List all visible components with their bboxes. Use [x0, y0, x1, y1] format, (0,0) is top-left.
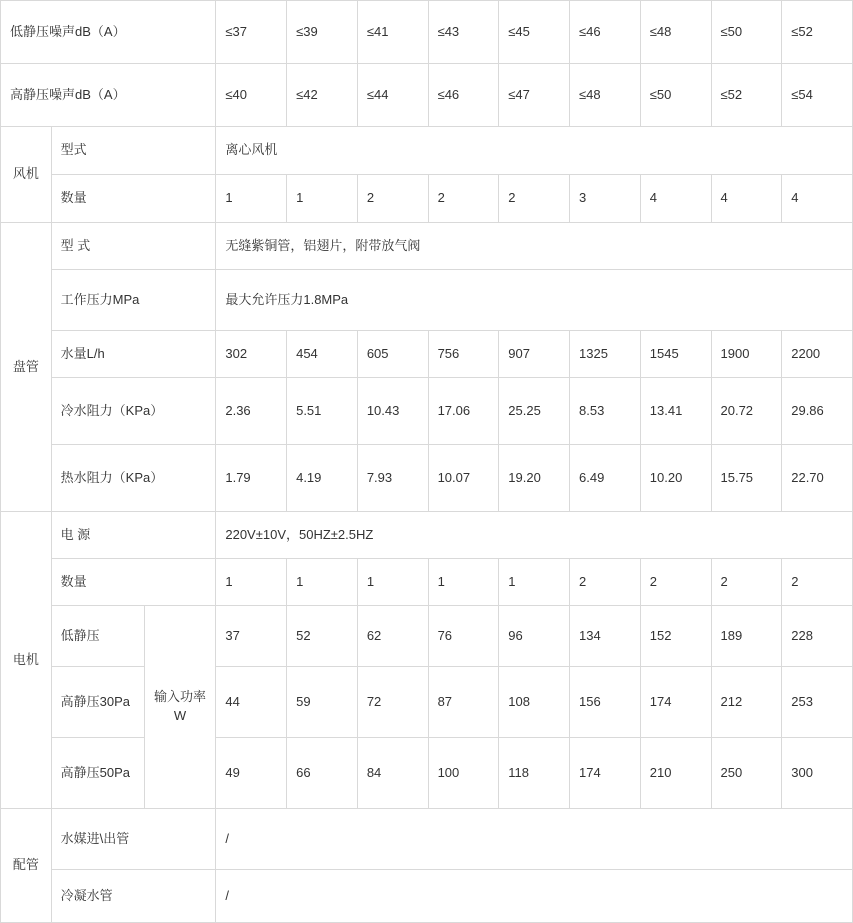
row-label-motor-quantity: 数量 — [51, 559, 216, 606]
cell-value: 605 — [357, 331, 428, 378]
cell-value: 189 — [711, 606, 782, 667]
cell-value: 96 — [499, 606, 570, 667]
cell-value: 6.49 — [570, 445, 641, 512]
cell-value: ≤45 — [499, 1, 570, 64]
cell-value: 1 — [216, 175, 287, 223]
cell-value: 7.93 — [357, 445, 428, 512]
cell-value-merged: / — [216, 809, 853, 870]
cell-value: ≤39 — [287, 1, 358, 64]
cell-value: 228 — [782, 606, 853, 667]
table-row — [1, 512, 853, 559]
cell-value: ≤52 — [782, 1, 853, 64]
cell-value: 87 — [428, 667, 499, 738]
row-label-coil-type: 型 式 — [51, 223, 216, 270]
cell-value: 62 — [357, 606, 428, 667]
table-row — [1, 378, 853, 445]
cell-value: 302 — [216, 331, 287, 378]
cell-value: ≤48 — [640, 1, 711, 64]
cell-value: 1 — [428, 559, 499, 606]
cell-value: 300 — [782, 738, 853, 809]
cell-value: 210 — [640, 738, 711, 809]
cell-value: 174 — [570, 738, 641, 809]
row-label-high-static-noise: 高静压噪声dB（A） — [1, 64, 216, 127]
cell-value: 454 — [287, 331, 358, 378]
table-row — [1, 175, 853, 223]
cell-value: ≤48 — [570, 64, 641, 127]
cell-value: 1325 — [570, 331, 641, 378]
cell-value: 1 — [287, 559, 358, 606]
row-label-pipe-condensate: 冷凝水管 — [51, 870, 216, 923]
row-label-hotwater-resistance: 热水阻力（KPa） — [51, 445, 216, 512]
row-label-motor-power-supply: 电 源 — [51, 512, 216, 559]
cell-value: 3 — [570, 175, 641, 223]
group-label-fan: 风机 — [1, 127, 52, 223]
cell-value: 15.75 — [711, 445, 782, 512]
cell-value: ≤46 — [570, 1, 641, 64]
cell-value: ≤43 — [428, 1, 499, 64]
cell-value: 4 — [711, 175, 782, 223]
cell-value: ≤50 — [711, 1, 782, 64]
cell-value: 1545 — [640, 331, 711, 378]
table-row — [1, 870, 853, 923]
cell-value: ≤47 — [499, 64, 570, 127]
cell-value: 1 — [499, 559, 570, 606]
cell-value: 1 — [216, 559, 287, 606]
cell-value: 4 — [640, 175, 711, 223]
cell-value: 8.53 — [570, 378, 641, 445]
row-label-coil-pressure: 工作压力MPa — [51, 270, 216, 331]
table-row — [1, 64, 853, 127]
cell-value: 253 — [782, 667, 853, 738]
cell-value-merged: 无缝紫铜管，铝翅片，附带放气阀 — [216, 223, 853, 270]
cell-value: ≤42 — [287, 64, 358, 127]
cell-value: 1 — [357, 559, 428, 606]
cell-value: 907 — [499, 331, 570, 378]
cell-value: 19.20 — [499, 445, 570, 512]
cell-value: 49 — [216, 738, 287, 809]
cell-value: 1.79 — [216, 445, 287, 512]
row-sublabel-input-power: 输入功率W — [144, 606, 216, 809]
cell-value: ≤41 — [357, 1, 428, 64]
cell-value: ≤54 — [782, 64, 853, 127]
cell-value: ≤44 — [357, 64, 428, 127]
row-label-motor-high-static-50pa: 高静压50Pa — [51, 738, 144, 809]
cell-value: 72 — [357, 667, 428, 738]
cell-value: 13.41 — [640, 378, 711, 445]
cell-value: 25.25 — [499, 378, 570, 445]
cell-value: 1900 — [711, 331, 782, 378]
row-label-coil-waterflow: 水量L/h — [51, 331, 216, 378]
table-row — [1, 1, 853, 64]
cell-value: 22.70 — [782, 445, 853, 512]
cell-value: 2.36 — [216, 378, 287, 445]
table-row — [1, 738, 853, 809]
table-row — [1, 127, 853, 175]
cell-value: 2 — [782, 559, 853, 606]
cell-value: 17.06 — [428, 378, 499, 445]
cell-value-merged: / — [216, 870, 853, 923]
cell-value: 10.43 — [357, 378, 428, 445]
cell-value: 134 — [570, 606, 641, 667]
cell-value: 152 — [640, 606, 711, 667]
cell-value: 756 — [428, 331, 499, 378]
table-row — [1, 270, 853, 331]
cell-value: 84 — [357, 738, 428, 809]
cell-value: 156 — [570, 667, 641, 738]
cell-value: 4.19 — [287, 445, 358, 512]
cell-value: 52 — [287, 606, 358, 667]
cell-value: ≤46 — [428, 64, 499, 127]
cell-value: ≤40 — [216, 64, 287, 127]
cell-value: 20.72 — [711, 378, 782, 445]
row-label-low-static-noise: 低静压噪声dB（A） — [1, 1, 216, 64]
cell-value: 66 — [287, 738, 358, 809]
cell-value: 2 — [570, 559, 641, 606]
cell-value: 2 — [499, 175, 570, 223]
row-label-pipe-water-inlet-outlet: 水媒进\出管 — [51, 809, 216, 870]
cell-value: 118 — [499, 738, 570, 809]
cell-value-merged: 最大允许压力1.8MPa — [216, 270, 853, 331]
cell-value: 76 — [428, 606, 499, 667]
cell-value: 44 — [216, 667, 287, 738]
group-label-motor: 电机 — [1, 512, 52, 809]
cell-value: 2200 — [782, 331, 853, 378]
group-label-coil: 盘管 — [1, 223, 52, 512]
table-row — [1, 223, 853, 270]
row-label-coldwater-resistance: 冷水阻力（KPa） — [51, 378, 216, 445]
cell-value: ≤50 — [640, 64, 711, 127]
cell-value-merged: 220V±10V，50HZ±2.5HZ — [216, 512, 853, 559]
cell-value: ≤52 — [711, 64, 782, 127]
group-label-piping: 配管 — [1, 809, 52, 923]
cell-value: 37 — [216, 606, 287, 667]
cell-value-merged: 离心风机 — [216, 127, 853, 175]
cell-value: 2 — [428, 175, 499, 223]
cell-value: 1 — [287, 175, 358, 223]
cell-value: 10.20 — [640, 445, 711, 512]
row-label-fan-type: 型式 — [51, 127, 216, 175]
cell-value: 250 — [711, 738, 782, 809]
cell-value: 29.86 — [782, 378, 853, 445]
cell-value: 10.07 — [428, 445, 499, 512]
row-label-fan-quantity: 数量 — [51, 175, 216, 223]
row-label-motor-low-static: 低静压 — [51, 606, 144, 667]
cell-value: ≤37 — [216, 1, 287, 64]
row-label-motor-high-static-30pa: 高静压30Pa — [51, 667, 144, 738]
cell-value: 59 — [287, 667, 358, 738]
cell-value: 108 — [499, 667, 570, 738]
table-row — [1, 331, 853, 378]
table-row — [1, 667, 853, 738]
cell-value: 4 — [782, 175, 853, 223]
cell-value: 100 — [428, 738, 499, 809]
table-row — [1, 559, 853, 606]
table-row — [1, 606, 853, 667]
cell-value: 212 — [711, 667, 782, 738]
table-row — [1, 445, 853, 512]
cell-value: 5.51 — [287, 378, 358, 445]
cell-value: 2 — [640, 559, 711, 606]
cell-value: 2 — [357, 175, 428, 223]
table-row — [1, 809, 853, 870]
cell-value: 2 — [711, 559, 782, 606]
cell-value: 174 — [640, 667, 711, 738]
